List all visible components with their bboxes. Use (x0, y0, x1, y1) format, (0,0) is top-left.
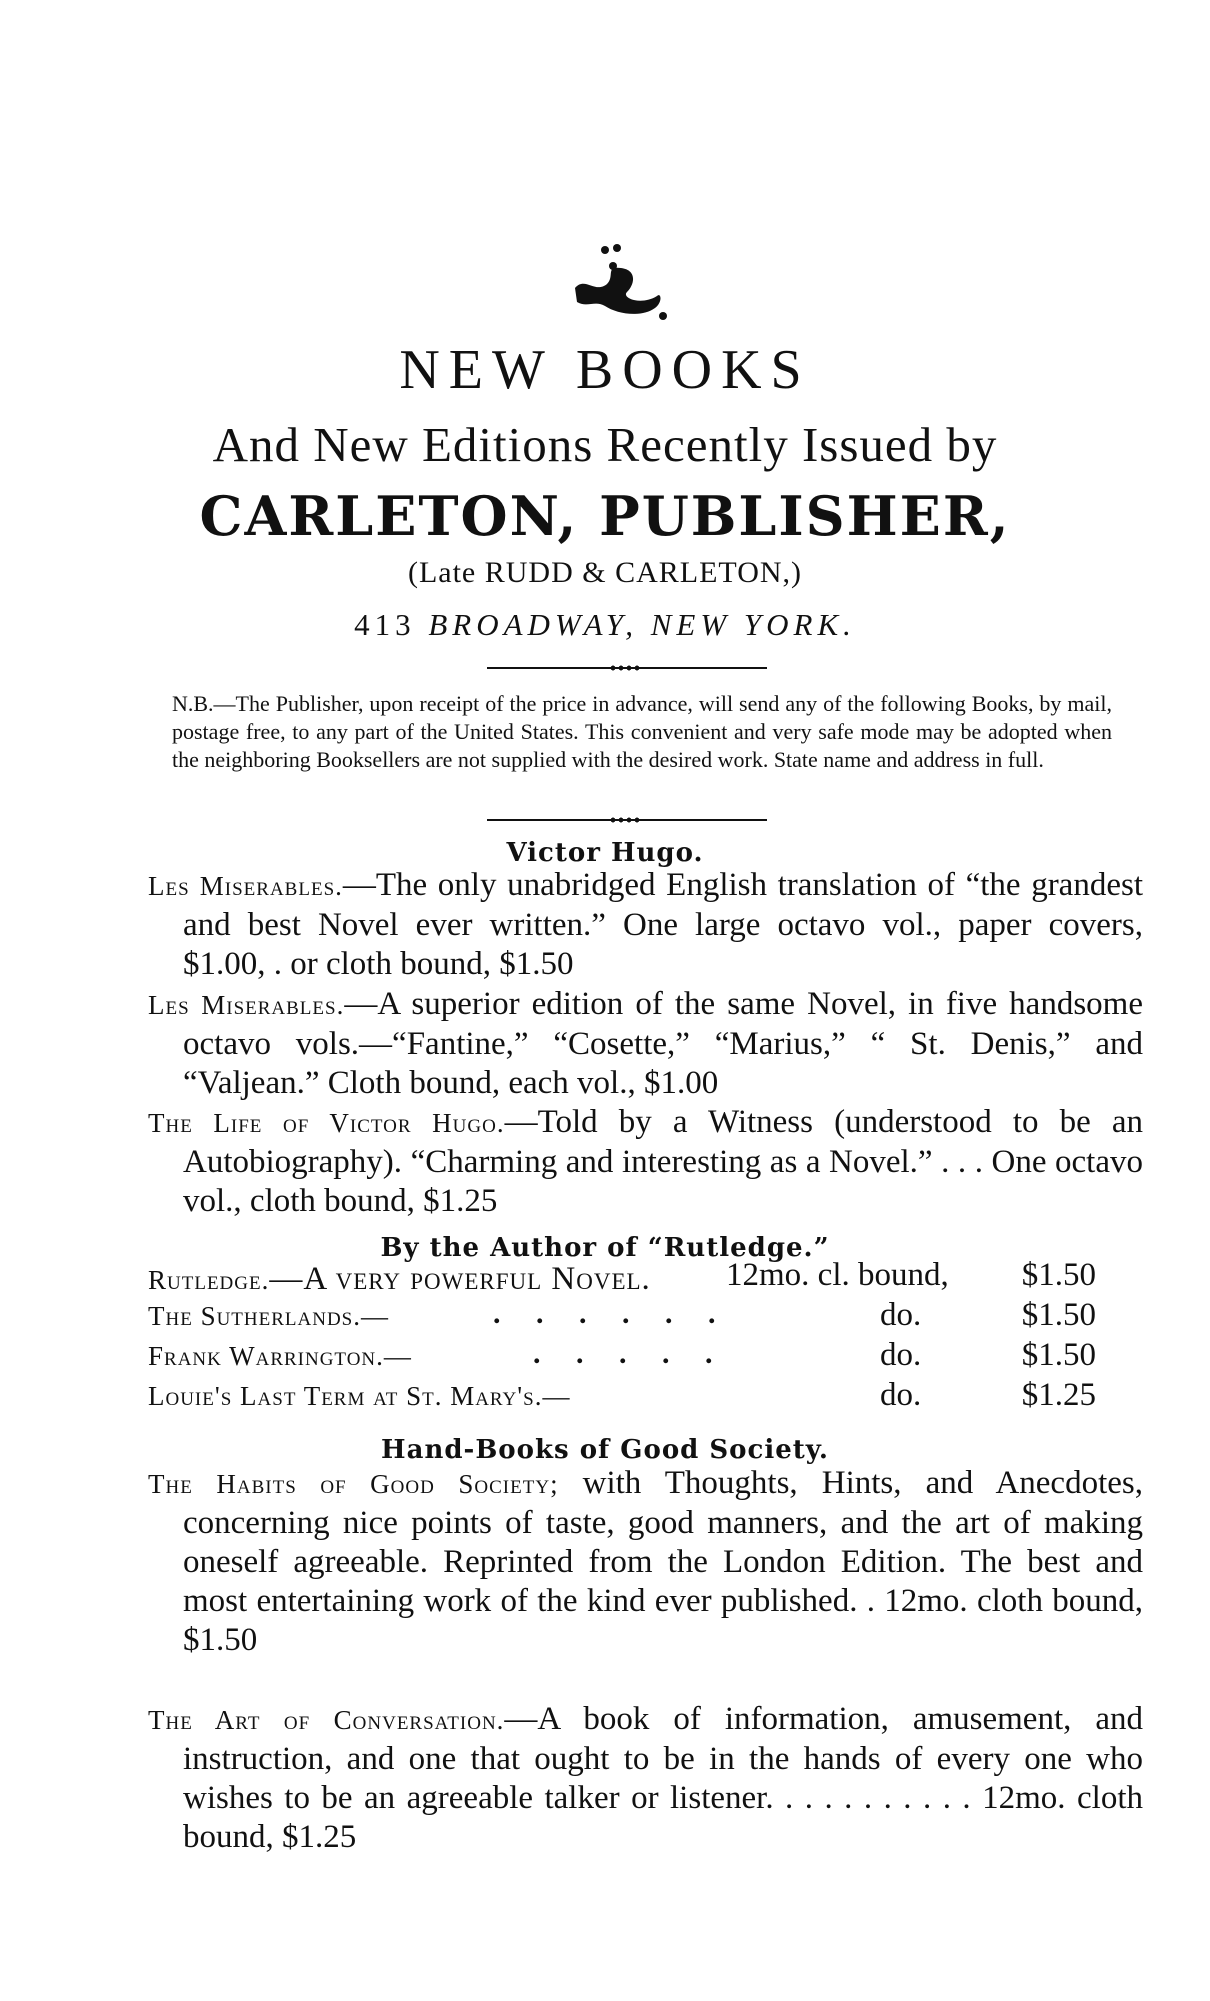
book-price: $1.50 (1021, 1257, 1096, 1293)
book-description: —A superior edition of the same Novel, in five handsome octavo vols.—“Fantine,” “Cosette,” “Marius,” “ St. Denis,” and “Valjean.” Cloth bound, each vol., $1.00 (183, 986, 1143, 1101)
book-description: —The only unabridged English translation of “the grandest and best Novel ever written.” One large octavo vol., paper covers, $1.00, . or cloth bound, $1.50 (183, 867, 1143, 982)
publisher-former-name: (Late RUDD & CARLETON,) (407, 556, 803, 589)
leader-dots: . . . . . . (493, 1297, 730, 1330)
book-title: Frank Warrington.— (148, 1341, 412, 1371)
book-entry (148, 1103, 1143, 1221)
book-format: do. (880, 1297, 922, 1333)
book-price: $1.50 (1021, 1337, 1096, 1373)
address-number: 413 (354, 607, 416, 642)
book-description: —Told by a Witness (understood to be an Autobiography). “Charming and interesting as a Novel.” . . . One octavo vol., cloth bound, $1.25 (183, 1104, 1144, 1219)
notice-paragraph: N.B.—The Publisher, upon receipt of the price in advance, will send any of the following Books, by mail, postage free, to any part of the United States. This convenient and very safe mode may be adopted when the neighboring Booksellers are not supplied with the desired work. State name and address in full. (172, 691, 1112, 772)
book-title: The Art of Conversation. (148, 1705, 505, 1735)
book-price: $1.50 (1021, 1297, 1096, 1333)
book-price: $1.25 (1021, 1377, 1096, 1413)
book-format: do. (880, 1377, 922, 1413)
book-title: Les Miserables. (148, 871, 343, 901)
publisher-address (0, 607, 1210, 643)
ornamental-rule (487, 819, 767, 821)
book-row (148, 1297, 1108, 1335)
book-format: do. (880, 1337, 922, 1373)
page-title: NEW BOOKS (399, 339, 811, 401)
book-title: The Habits of Good Society; (148, 1469, 559, 1499)
section-title-rutledge: By the Author of “Rutledge.” (380, 1233, 830, 1263)
ornamental-rule (487, 667, 767, 669)
printers-ornament-icon (565, 236, 685, 336)
section-title-victor-hugo: Victor Hugo. (506, 838, 704, 868)
book-entry (148, 985, 1143, 1103)
book-format: 12mo. cl. bound, (726, 1257, 949, 1293)
book-description: —A book of information, amusement, and instruction, and one that ought to be in the hands of every one who wishes to be an agreeable talker or listener. . . . . . . . . . . 12mo. cloth bound, $1.25 (183, 1701, 1143, 1855)
publisher-name: CARLETON, PUBLISHER, (199, 484, 1011, 548)
book-entry (148, 1700, 1143, 1857)
book-entry (148, 1464, 1143, 1660)
book-description: with Thoughts, Hints, and Anecdotes, concerning nice points of taste, good manners, and the art of making oneself agreeable. Reprinted from the London Edition. The best and most entertaining work of the kind ever published. . 12mo. cloth bound, $1.50 (183, 1465, 1143, 1658)
book-title: Rutledge.—A very powerful Novel. (148, 1261, 651, 1297)
page-subtitle: And New Editions Recently Issued by (212, 417, 998, 472)
section-title-good-society: Hand-Books of Good Society. (381, 1435, 829, 1465)
address-street: BROADWAY, NEW YORK. (428, 607, 856, 642)
book-row (148, 1377, 1108, 1415)
book-title: The Sutherlands.— (148, 1301, 389, 1331)
book-title: Les Miserables. (148, 990, 345, 1020)
leader-dots: . . . . . (533, 1337, 727, 1370)
book-entry (148, 866, 1143, 984)
book-title: The Life of Victor Hugo. (148, 1108, 505, 1138)
book-row (148, 1257, 1108, 1295)
book-title: Louie's Last Term at St. Mary's.— (148, 1381, 571, 1411)
book-description: —A very powerful Novel. (269, 1261, 651, 1297)
book-row (148, 1337, 1108, 1375)
